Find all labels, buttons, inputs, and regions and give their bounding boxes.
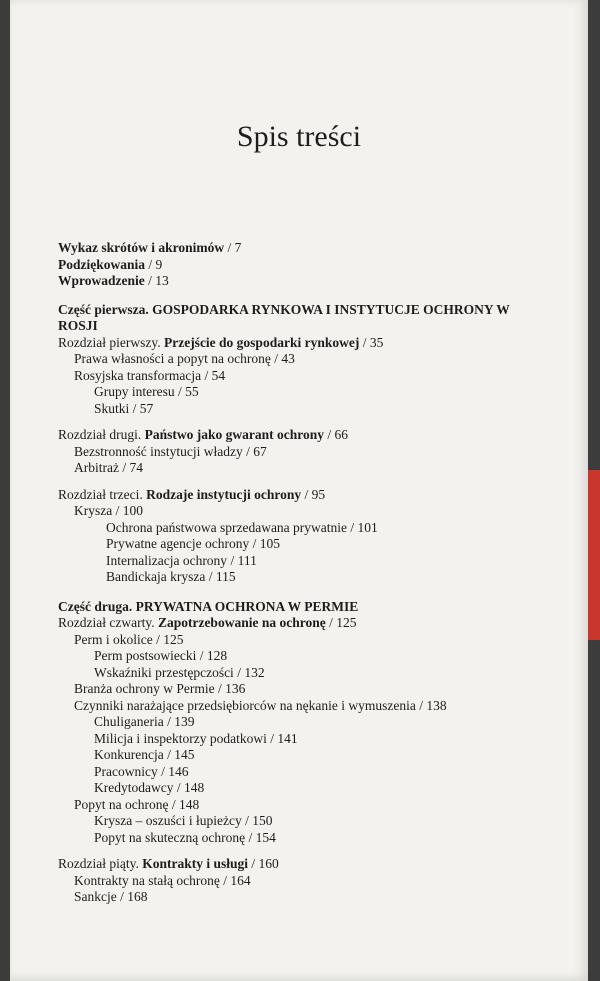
toc-entry: Skutki / 57 [94, 400, 154, 416]
toc-entry: Kredytodawcy / 148 [94, 780, 205, 795]
toc-entry: Krysza – oszuści i łupieżcy / 150 [94, 813, 273, 828]
toc-entry: Wskaźniki przestępczości / 132 [94, 664, 265, 680]
table-of-contents [58, 240, 568, 906]
toc-chapter: Rozdział trzeci. Rodzaje instytucji ochrony / 95 [58, 486, 326, 502]
toc-entry: Perm i okolice / 125 [74, 631, 184, 647]
toc-entry: Pracownicy / 146 [94, 763, 189, 779]
toc-entry: Grupy interesu / 55 [94, 384, 199, 399]
toc-entry: Bezstronność instytucji władzy / 67 [74, 443, 267, 459]
toc-entry: Sankcje / 168 [74, 889, 148, 904]
toc-chapter: Rozdział czwarty. Zapotrzebowanie na ochronę / 125 [58, 615, 357, 630]
toc-entry: Kontrakty na stałą ochronę / 164 [74, 872, 251, 888]
toc-chapter: Rozdział piąty. Kontrakty i usługi / 160 [58, 856, 279, 871]
toc-entry: Wykaz skrótów i akronimów / 7 [58, 240, 242, 255]
toc-entry: Podziękowania / 9 [58, 256, 163, 272]
toc-part-title: Część druga. PRYWATNA OCHRONA W PERMIE [58, 598, 359, 614]
toc-entry: Rosyjska transformacja / 54 [74, 367, 226, 383]
toc-entry: Wprowadzenie / 13 [58, 273, 169, 288]
toc-entry: Perm postsowiecki / 128 [94, 648, 228, 663]
toc-entry: Popyt na ochronę / 148 [74, 796, 200, 812]
toc-entry: Krysza / 100 [74, 503, 143, 518]
toc-entry: Chuliganeria / 139 [94, 714, 195, 729]
toc-entry: Konkurencja / 145 [94, 747, 195, 762]
toc-entry: Ochrona państwowa sprzedawana prywatnie / 101 [106, 519, 378, 535]
toc-entry: Bandickaja krysza / 115 [106, 569, 236, 584]
toc-part-title: Część pierwsza. GOSPODARKA RYNKOWA I INSTYTUCJE OCHRONY W ROSJI [58, 301, 510, 333]
toc-entry: Prawa własności a popyt na ochronę / 43 [74, 351, 295, 366]
toc-chapter: Rozdział drugi. Państwo jako gwarant ochrony / 66 [58, 427, 349, 442]
toc-entry: Internalizacja ochrony / 111 [106, 552, 257, 568]
toc-entry: Arbitraż / 74 [74, 460, 143, 475]
toc-entry: Czynniki narażające przedsiębiorców na nękanie i wymuszenia / 138 [74, 697, 447, 713]
toc-entry: Popyt na skuteczną ochronę / 154 [94, 829, 276, 845]
toc-entry: Prywatne agencje ochrony / 105 [106, 536, 280, 551]
page-title: Spis treści [236, 120, 362, 153]
toc-chapter: Rozdział pierwszy. Przejście do gospodarki rynkowej / 35 [58, 334, 384, 350]
book-page [10, 0, 588, 981]
toc-entry: Branża ochrony w Permie / 136 [74, 681, 246, 696]
toc-entry: Milicja i inspektorzy podatkowi / 141 [94, 730, 298, 746]
